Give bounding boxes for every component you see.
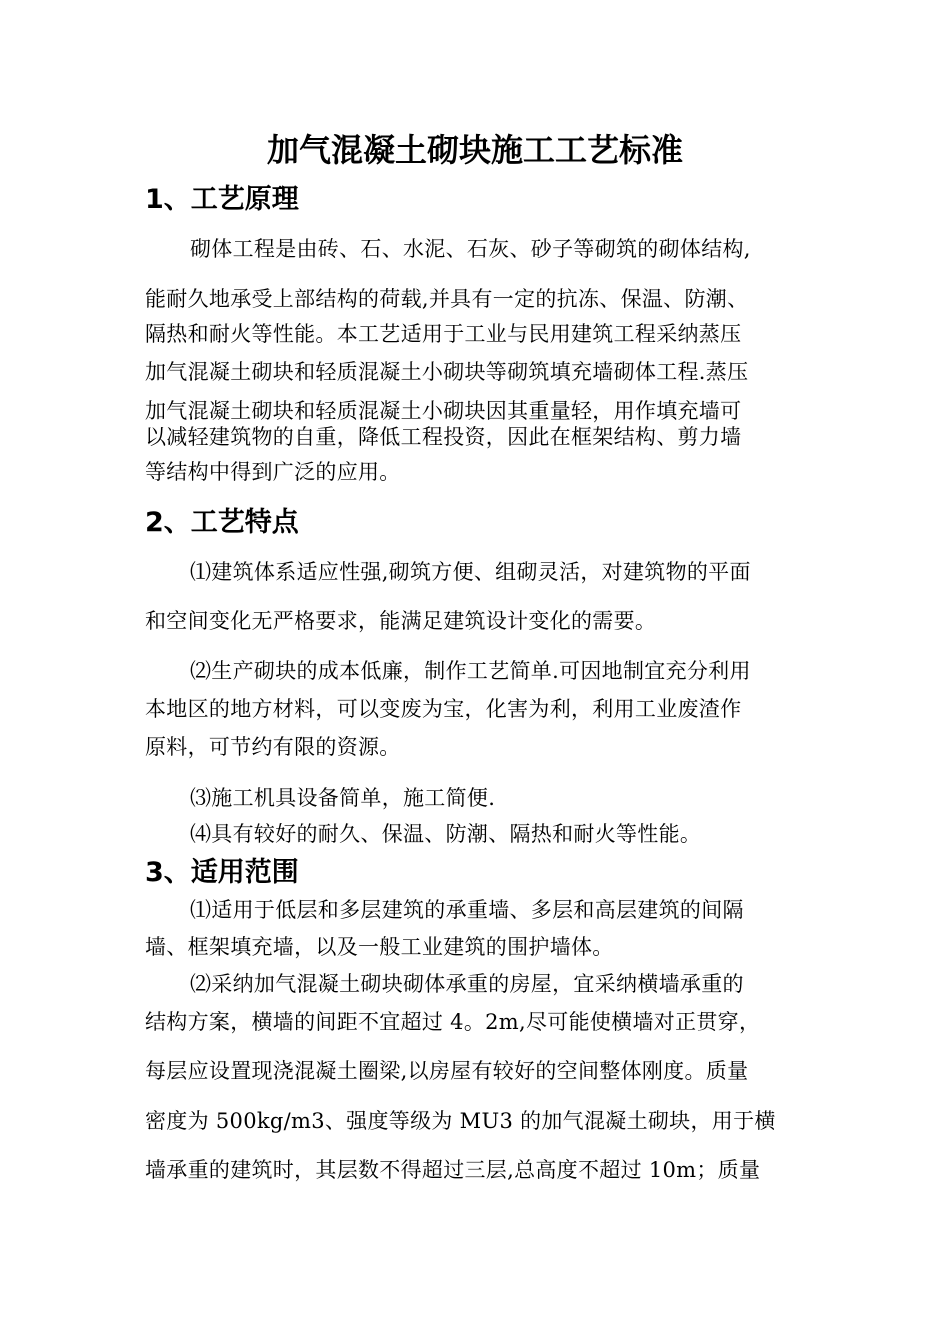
section-1-line: 加气混凝土砌块和轻质混凝土小砌块等砌筑填充墙砌体工程.蒸压 [145,360,749,384]
section-3-line: ⑴适用于低层和多层建筑的承重墙、多层和高层建筑的间隔 [190,898,744,922]
section-1-line: 隔热和耐火等性能。本工艺适用于工业与民用建筑工程采纳蒸压 [145,322,742,346]
section-2-line: ⑵生产砌块的成本低廉，制作工艺简单.可因地制宜充分利用 [190,659,751,683]
section-2-line: 本地区的地方材料，可以变废为宝，化害为利，利用工业废渣作 [145,697,742,721]
section-3-line: 密度为 500kg/m3、强度等级为 MU3 的加气混凝土砌块，用于横 [145,1109,776,1133]
section-2-line: 原料，可节约有限的资源。 [145,735,401,759]
section-3-line: 结构方案，横墙的间距不宜超过 4。2m,尽可能使横墙对正贯穿， [145,1010,761,1034]
section-2-line: ⑴建筑体系适应性强,砌筑方便、组砌灵活，对建筑物的平面 [190,560,751,584]
section-2-line: 和空间变化无严格要求，能满足建筑设计变化的需要。 [145,609,657,633]
section-2-line: ⑷具有较好的耐久、保温、防潮、隔热和耐火等性能。 [190,822,702,846]
section-3-line: 每层应设置现浇混凝土圈梁,以房屋有较好的空间整体刚度。质量 [145,1059,749,1083]
section-3-line: 墙承重的建筑时，其层数不得超过三层,总高度不超过 10m；质量 [145,1158,761,1182]
section-1-line: 能耐久地承受上部结构的荷载,并具有一定的抗冻、保温、防潮、 [145,287,749,311]
section-2-heading: 2、工艺特点 [145,507,299,538]
section-2-line: ⑶施工机具设备简单，施工简便. [190,786,496,810]
section-1-heading: 1、工艺原理 [145,184,299,215]
section-1-line: 砌体工程是由砖、石、水泥、石灰、砂子等砌筑的砌体结构, [190,237,751,261]
section-3-heading: 3、适用范围 [145,857,299,888]
section-1-line: 以减轻建筑物的自重，降低工程投资，因此在框架结构、剪力墙 [145,425,742,449]
section-3-line: 墙、框架填充墙，以及一般工业建筑的围护墙体。 [145,935,614,959]
document-title: 加气混凝土砌块施工工艺标准 [266,131,683,169]
section-1-line: 等结构中得到广泛的应用。 [145,460,401,484]
section-3-line: ⑵采纳加气混凝土砌块砌体承重的房屋，宜采纳横墙承重的 [190,972,744,996]
section-1-line: 加气混凝土砌块和轻质混凝土小砌块因其重量轻，用作填充墙可 [145,399,742,423]
